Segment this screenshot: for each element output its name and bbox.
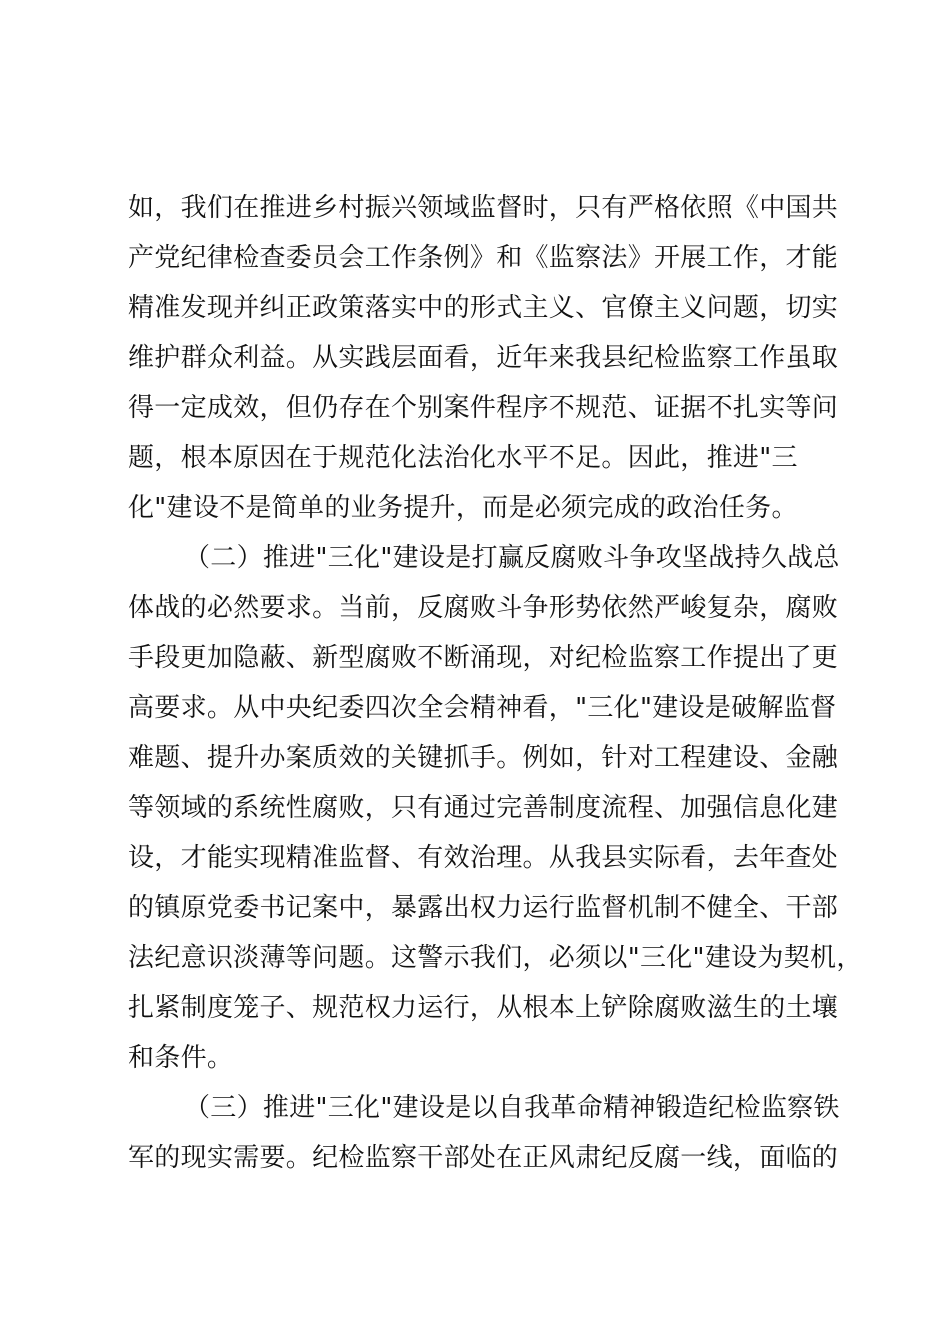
text-line: 的镇原党委书记案中，暴露出权力运行监督机制不健全、干部: [128, 893, 839, 923]
text-line: 产党纪律检查委员会工作条例》和《监察法》开展工作，才能: [128, 243, 839, 273]
text-line: 扎紧制度笼子、规范权力运行，从根本上铲除腐败滋生的土壤: [128, 993, 839, 1023]
text-line: 高要求。从中央纪委四次全会精神看，"三化"建设是破解监督: [128, 693, 837, 723]
paragraph-heading-2: （二）推进"三化"建设是打赢反腐败斗争攻坚战持久战总: [184, 543, 840, 573]
text-line: 得一定成效，但仍存在个别案件程序不规范、证据不扎实等问: [128, 393, 839, 423]
text-line: 设，才能实现精准监督、有效治理。从我县实际看，去年查处: [128, 843, 839, 873]
body-text: [128, 183, 863, 1183]
text-line: 维护群众利益。从实践层面看，近年来我县纪检监察工作虽取: [128, 343, 839, 373]
paragraph-heading-3: （三）推进"三化"建设是以自我革命精神锻造纪检监察铁: [184, 1093, 840, 1123]
text-line: 体战的必然要求。当前，反腐败斗争形势依然严峻复杂，腐败: [128, 593, 839, 623]
text-line: 难题、提升办案质效的关键抓手。例如，针对工程建设、金融: [128, 743, 839, 773]
text-line: 军的现实需要。纪检监察干部处在正风肃纪反腐一线，面临的: [128, 1143, 839, 1173]
text-line: 题，根本原因在于规范化法治化水平不足。因此，推进"三: [128, 443, 798, 473]
text-line: 化"建设不是简单的业务提升，而是必须完成的政治任务。: [128, 493, 798, 523]
text-line: 精准发现并纠正政策落实中的形式主义、官僚主义问题，切实: [128, 293, 839, 323]
text-line: 法纪意识淡薄等问题。这警示我们，必须以"三化"建设为契机，: [128, 943, 863, 973]
text-line: 如，我们在推进乡村振兴领域监督时，只有严格依照《中国共: [128, 193, 839, 223]
text-line: 等领域的系统性腐败，只有通过完善制度流程、加强信息化建: [128, 793, 839, 823]
text-line: 手段更加隐蔽、新型腐败不断涌现，对纪检监察工作提出了更: [128, 643, 839, 673]
text-line: 和条件。: [128, 1043, 234, 1073]
